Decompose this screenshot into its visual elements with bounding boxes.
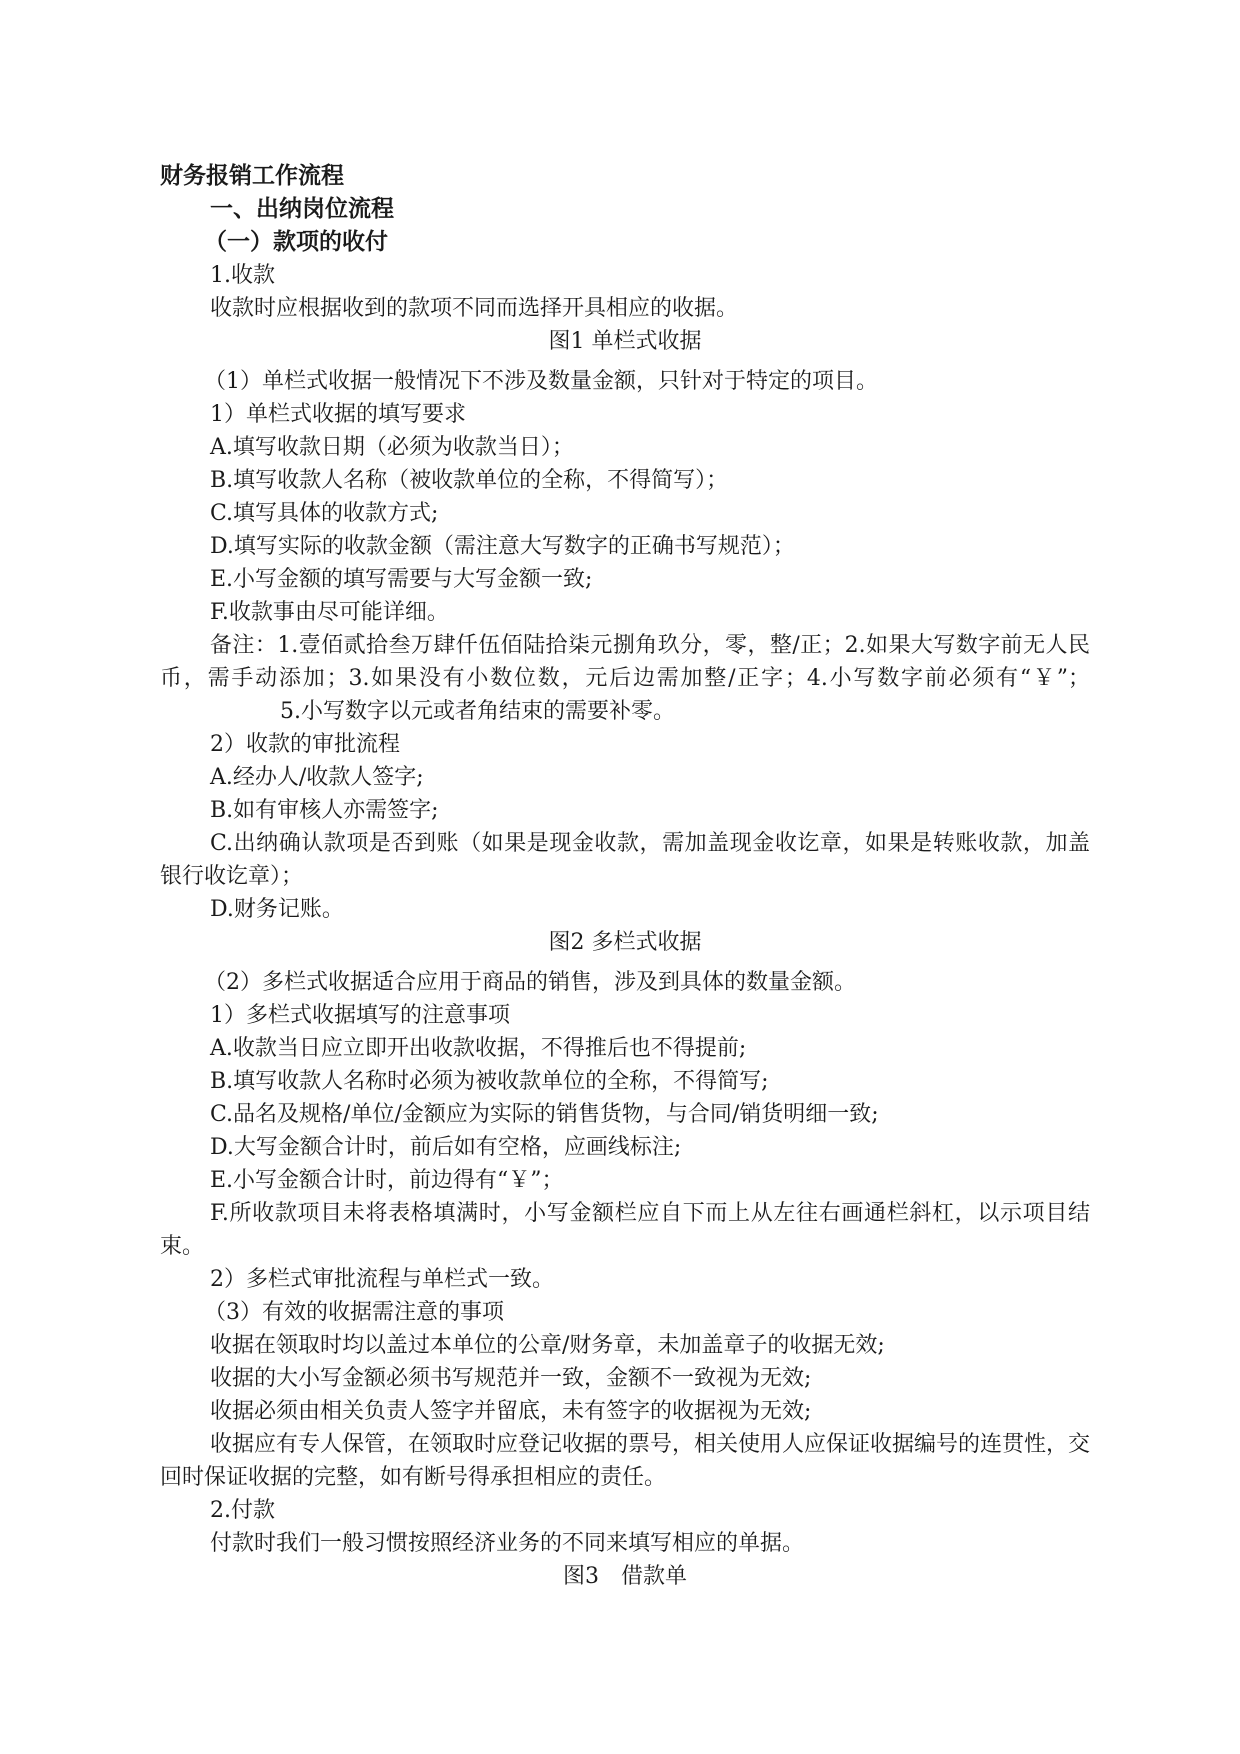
item-heading-collect: 1.收款 — [210, 263, 275, 288]
multi-receipt-note-e: E.小写金额合计时，前边得有“￥”； — [210, 1168, 564, 1193]
single-receipt-req-f: F.收款事由尽可能详细。 — [210, 600, 449, 625]
figure-caption-3: 图3 借款单 — [563, 1564, 687, 1589]
multi-receipt-intro: （2）多栏式收据适合应用于商品的销售，涉及到具体的数量金额。 — [204, 970, 856, 995]
valid-receipt-item-3: 收据必须由相关负责人签字并留底，未有签字的收据视为无效; — [210, 1399, 812, 1424]
single-receipt-note — [160, 629, 1090, 728]
single-receipt-approve-b: B.如有审核人亦需签字; — [210, 798, 439, 823]
item-collect-desc: 收款时应根据收到的款项不同而选择开具相应的收据。 — [210, 296, 739, 321]
valid-receipt-item-4: 收据应有专人保管，在领取时应登记收据的票号，相关使用人应保证收据编号的连贯性，交回时保证收据的完整，如有断号得承担相应的责任。 — [160, 1432, 1091, 1490]
single-receipt-req-c: C.填写具体的收款方式; — [210, 501, 439, 526]
single-receipt-req-e: E.小写金额的填写需要与大写金额一致; — [210, 567, 593, 592]
single-receipt-req-d: D.填写实际的收款金额（需注意大写数字的正确书写规范）； — [210, 534, 795, 559]
single-receipt-approve-c: C.出纳确认款项是否到账（如果是现金收款，需加盖现金收讫章，如果是转账收款，加盖银行收讫章）； — [160, 831, 1090, 889]
multi-receipt-note-a: A.收款当日应立即开出收款收据，不得推后也不得提前; — [210, 1036, 747, 1061]
item-pay-desc: 付款时我们一般习惯按照经济业务的不同来填写相应的单据。 — [210, 1531, 805, 1556]
multi-receipt-note-d: D.大写金额合计时，前后如有空格，应画线标注; — [210, 1135, 682, 1160]
document-page — [160, 160, 1090, 1593]
single-receipt-approve-d: D.财务记账。 — [210, 897, 344, 922]
single-receipt-req-b: B.填写收款人名称（被收款单位的全称，不得简写）； — [210, 468, 729, 493]
figure-caption-2: 图2 多栏式收据 — [548, 930, 702, 955]
valid-receipt-item-2: 收据的大小写金额必须书写规范并一致，金额不一致视为无效; — [210, 1366, 812, 1391]
document-title: 财务报销工作流程 — [160, 163, 344, 189]
valid-receipt-item-1: 收据在领取时均以盖过本单位的公章/财务章，未加盖章子的收据无效; — [210, 1333, 885, 1358]
valid-receipt-title: （3）有效的收据需注意的事项 — [204, 1300, 504, 1325]
figure-caption-1: 图1 单栏式收据 — [548, 329, 702, 354]
note-part-2: 5.小写数字以元或者角结束的需要补零。 — [280, 699, 675, 724]
subsection-heading-1: （一）款项的收付 — [204, 229, 388, 255]
multi-receipt-note-c: C.品名及规格/单位/金额应为实际的销售货物，与合同/销货明细一致; — [210, 1102, 879, 1127]
single-receipt-req-a: A.填写收款日期（必须为收款当日）； — [210, 435, 574, 460]
multi-receipt-note-title: 1）多栏式收据填写的注意事项 — [210, 1003, 510, 1028]
multi-receipt-note-f: F.所收款项目未将表格填满时，小写金额栏应自下而上从左往右画通栏斜杠，以示项目结束。 — [160, 1201, 1090, 1259]
single-receipt-req-title: 1）单栏式收据的填写要求 — [210, 402, 466, 427]
item-heading-pay: 2.付款 — [210, 1498, 275, 1523]
single-receipt-intro: （1）单栏式收据一般情况下不涉及数量金额，只针对于特定的项目。 — [204, 369, 878, 394]
single-receipt-approve-a: A.经办人/收款人签字; — [210, 765, 424, 790]
multi-receipt-approve: 2）多栏式审批流程与单栏式一致。 — [210, 1267, 554, 1292]
note-part-1: 备注：1.壹佰贰拾叁万肆仟伍佰陆拾柒元捌角玖分，零，整/正；2.如果大写数字前无人民币，需手动添加；3.如果没有小数位数，元后边需加整/正字；4.小写数字前必须有“￥”； — [160, 633, 1090, 691]
single-receipt-approve-title: 2）收款的审批流程 — [210, 732, 400, 757]
multi-receipt-note-b: B.填写收款人名称时必须为被收款单位的全称，不得简写; — [210, 1069, 769, 1094]
section-heading-1: 一、出纳岗位流程 — [210, 196, 394, 222]
